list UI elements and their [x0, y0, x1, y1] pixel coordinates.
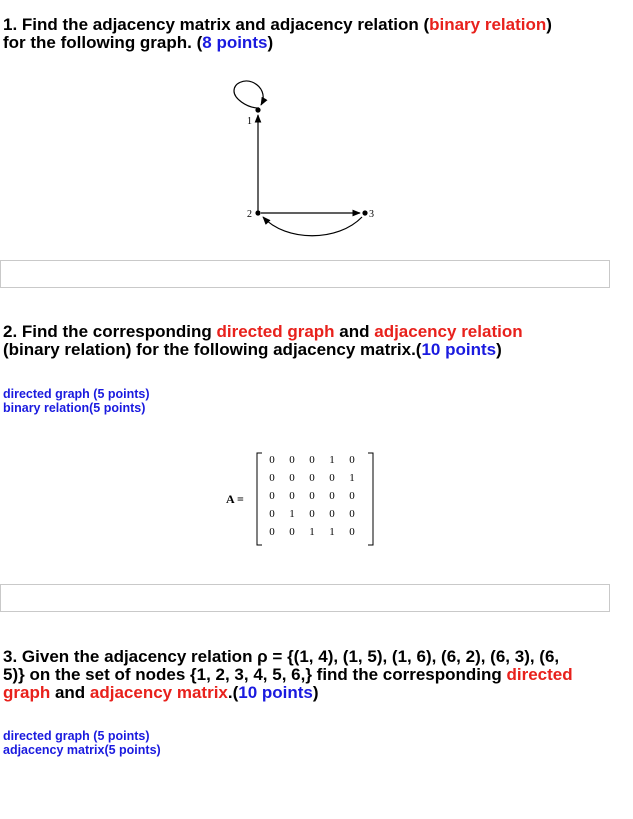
- points-badge: 10 points: [238, 683, 313, 702]
- node-1: [255, 107, 260, 112]
- question-number: 2.: [3, 322, 18, 341]
- matrix-cell: 0: [349, 454, 355, 466]
- matrix-cell: 0: [329, 508, 335, 520]
- matrix-cell: 0: [349, 490, 355, 502]
- matrix-cell: 0: [269, 508, 275, 520]
- points-badge: 8 points: [202, 33, 268, 52]
- edge-loop-1: [234, 81, 263, 108]
- node-2: [255, 210, 260, 215]
- node-label-2: 2: [247, 209, 252, 220]
- answer-field-q2[interactable]: [0, 584, 610, 612]
- subpoint-binary-relation: binary relation(5 points): [3, 401, 146, 415]
- node-3: [362, 210, 367, 215]
- highlight-binary-relation: binary relation: [429, 15, 547, 34]
- matrix-cell: 0: [349, 508, 355, 520]
- highlight-directed: directed: [506, 665, 573, 684]
- question-2-text: 2. Find the corresponding directed graph and adjacency relation (binary relation) for the following adjacency matrix.(10 points): [3, 322, 523, 359]
- subpoint-adjacency-matrix-q3: adjacency matrix(5 points): [3, 743, 161, 757]
- points-badge: 10 points: [421, 340, 497, 359]
- matrix-cell: 0: [289, 472, 295, 484]
- highlight-directed-graph: directed graph: [216, 322, 335, 341]
- matrix-cell: 0: [289, 526, 295, 538]
- matrix-grid: [262, 454, 372, 544]
- matrix-label: A =: [226, 492, 244, 506]
- subpoint-directed-graph: directed graph (5 points): [3, 387, 150, 401]
- matrix-cell: 0: [309, 508, 315, 520]
- matrix-cell: 0: [329, 472, 335, 484]
- matrix-cell: 1: [329, 526, 335, 538]
- matrix-cell: 0: [309, 490, 315, 502]
- matrix-cell: 0: [289, 490, 295, 502]
- matrix-cell: 0: [269, 472, 275, 484]
- node-label-3: 3: [369, 209, 374, 220]
- matrix-cell: 0: [329, 490, 335, 502]
- question-3-text: 3. Given the adjacency relation ρ = {(1, 4), (1, 5), (1, 6), (6, 2), (6, 3), (6, 5)} on the set of nodes {1, 2, 3, 4, 5, 6,} find the corresponding directed graph and adjacency matrix.(10 points): [3, 647, 573, 702]
- matrix-cell: 0: [349, 526, 355, 538]
- matrix-cell: 1: [329, 454, 335, 466]
- matrix-cell: 1: [309, 526, 315, 538]
- adjacency-matrix: [226, 452, 386, 547]
- edge-3-2: [263, 217, 362, 236]
- highlight-adjacency-relation: adjacency relation: [374, 322, 523, 341]
- highlight-graph: graph: [3, 683, 51, 702]
- graph-figure-q1: [220, 80, 390, 240]
- node-label-1: 1: [247, 116, 252, 127]
- matrix-cell: 0: [269, 490, 275, 502]
- subpoint-directed-graph-q3: directed graph (5 points): [3, 729, 150, 743]
- question-number: 1.: [3, 15, 18, 34]
- matrix-cell: 0: [309, 472, 315, 484]
- question-number: 3.: [3, 647, 18, 666]
- matrix-cell: 0: [309, 454, 315, 466]
- matrix-cell: 0: [269, 526, 275, 538]
- matrix-cell: 0: [269, 454, 275, 466]
- highlight-adjacency-matrix: adjacency matrix: [89, 683, 228, 702]
- matrix-cell: 0: [289, 454, 295, 466]
- matrix-cell: 1: [289, 508, 295, 520]
- matrix-cell: 1: [349, 472, 355, 484]
- answer-field-q1[interactable]: [0, 260, 610, 288]
- question-1-text: 1. Find the adjacency matrix and adjacency relation (binary relation) for the following graph. (8 points): [3, 15, 552, 52]
